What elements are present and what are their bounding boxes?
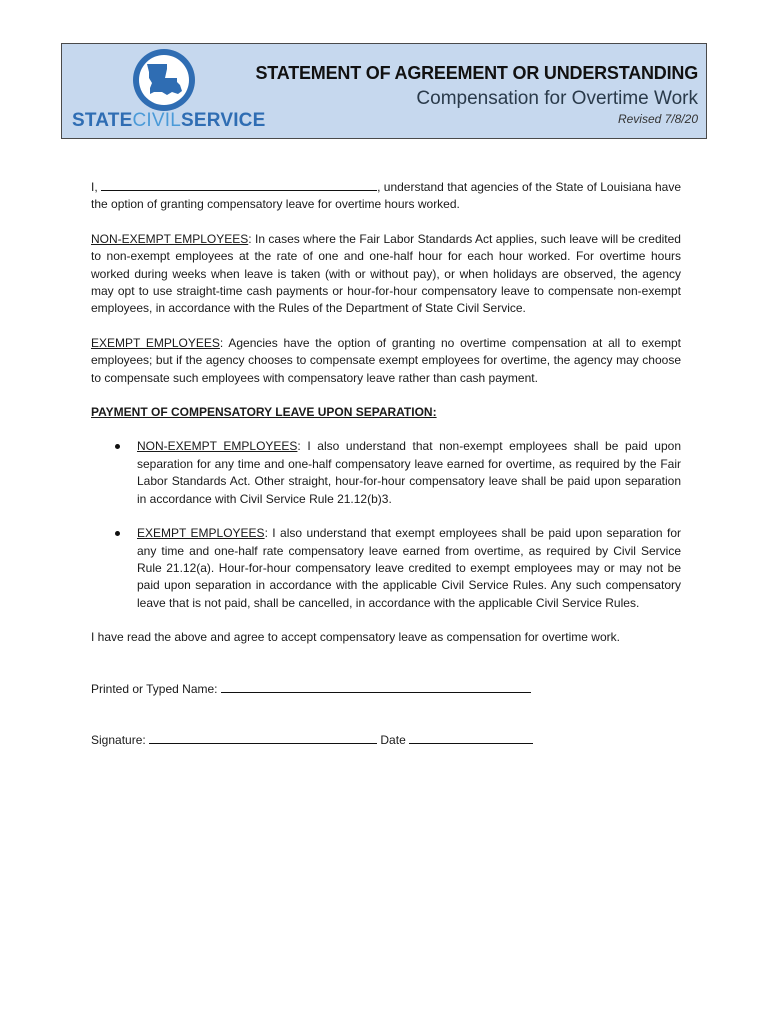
date-field[interactable] (409, 732, 533, 744)
printed-name-field[interactable] (221, 681, 531, 693)
louisiana-state-logo (132, 48, 196, 112)
page-title: STATEMENT OF AGREEMENT OR UNDERSTANDING (255, 63, 698, 83)
document-body (91, 179, 681, 749)
bullet-icon (115, 444, 120, 449)
printed-name-row: Printed or Typed Name: (91, 681, 681, 698)
page-subtitle: Compensation for Overtime Work (416, 88, 698, 109)
intro-paragraph: I, , understand that agencies of the State of Louisiana have the option of granting compensatory leave for overtime hours worked. (91, 180, 681, 212)
bullet-icon (115, 531, 120, 536)
list-item: EXEMPT EMPLOYEES: I also understand that exempt employees shall be paid upon separation for any time and one-half rate compensatory leave earned from overtime, as required by Civil Service Rule 21.12(a). Hour-for-hour compensatory leave credited to exempt employees may or may not be paid upon separation in accordance with the applicable Civil Service Rules. Any such compensatory leave that is not paid, shall be cancelled, in accordance with the applicable Civil Service Rules. (91, 525, 681, 612)
list-item: NON-EXEMPT EMPLOYEES: I also understand that non-exempt employees shall be paid upon separation for any time and one-half compensatory leave earned for overtime, as required by the Fair Labor Standards Act. Other straight, hour-for-hour compensatory leave shall be paid upon separation in accordance with Civil Service Rule 21.12(b)3. (91, 438, 681, 508)
signature-field[interactable] (149, 732, 377, 744)
revision-date: Revised 7/8/20 (617, 112, 698, 126)
employee-name-blank[interactable] (101, 179, 377, 191)
logo-wordmark: STATECIVILSERVICE (72, 110, 266, 131)
non-exempt-label: NON-EXEMPT EMPLOYEES (91, 231, 249, 246)
document-header (61, 43, 707, 139)
separation-heading: PAYMENT OF COMPENSATORY LEAVE UPON SEPARATION: (91, 405, 437, 420)
signature-row: Signature: Date (91, 732, 681, 749)
non-exempt-paragraph: NON-EXEMPT EMPLOYEES: In cases where the Fair Labor Standards Act applies, such leave will be credited to non-exempt employees at the rate of one and one-half hour for each hour worked. For overtime hours worked during weeks when leave is taken (with or without pay), or when holidays are observed, the agency may opt to use straight-time cash payments or hour-for-hour compensatory leave to compensate non-exempt employees, in accordance with the Rules of the Department of State Civil Service. (91, 231, 681, 316)
separation-list (91, 438, 681, 612)
agreement-statement: I have read the above and agree to accept compensatory leave as compensation for overtime work. (91, 630, 620, 645)
exempt-paragraph: EXEMPT EMPLOYEES: Agencies have the option of granting no overtime compensation at all to exempt employees; but if the agency chooses to compensate exempt employees for overtime, the agency may choose to compensate such employees with compensatory leave rather than cash payment. (91, 335, 681, 385)
exempt-label: EXEMPT EMPLOYEES (91, 335, 220, 350)
